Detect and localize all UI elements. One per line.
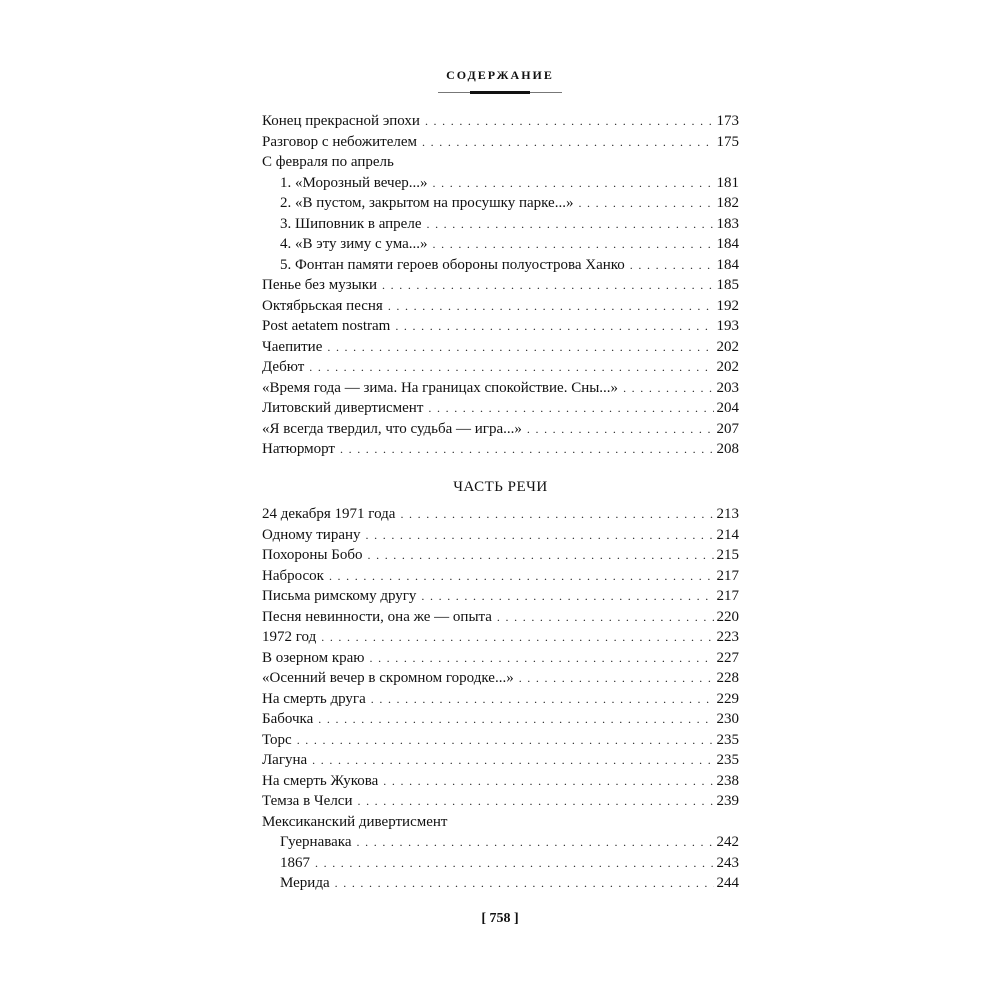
toc-subentry[interactable] — [280, 255, 739, 275]
table-of-contents — [262, 111, 739, 911]
toc-entry-page: 181 — [716, 174, 739, 191]
toc-entry-page: 213 — [716, 506, 739, 522]
leader-dots — [527, 419, 714, 439]
toc-subentry[interactable] — [280, 853, 739, 873]
toc-entry-page: 204 — [716, 400, 739, 416]
leader-dots — [433, 173, 714, 193]
toc-entry-title: На смерть друга — [262, 690, 366, 707]
leader-dots — [357, 791, 713, 811]
toc-entry-title: С февраля по апрель — [262, 154, 394, 170]
toc-entry-page: 220 — [716, 608, 739, 625]
toc-entry-page: 193 — [716, 318, 739, 334]
toc-entry-title: 24 декабря 1971 года — [262, 506, 396, 522]
toc-entry-title: Чаепитие — [262, 338, 323, 355]
leader-dots — [321, 627, 713, 647]
section-heading: ЧАСТЬ РЕЧИ — [453, 479, 548, 495]
leader-dots — [395, 316, 713, 336]
toc-entry[interactable] — [262, 398, 739, 418]
leader-dots — [383, 771, 713, 791]
leader-dots — [309, 357, 713, 377]
toc-entry-page: 242 — [716, 834, 739, 850]
toc-entry[interactable] — [262, 525, 739, 545]
toc-entry-title: Бабочка — [262, 711, 314, 727]
toc-entry[interactable] — [262, 586, 739, 606]
toc-subentry[interactable] — [280, 234, 739, 254]
toc-entry[interactable] — [262, 357, 739, 377]
leader-dots — [366, 525, 714, 545]
toc-entry-title: 5. Фонтан памяти героев обороны полуострова Ханко — [280, 256, 625, 273]
toc-entry-title: «Время года — зима. На границах спокойствие. Сны...» — [262, 379, 619, 396]
page-number: [ 758 ] — [481, 911, 519, 926]
toc-entry-page: 192 — [716, 297, 739, 314]
toc-entry-page: 239 — [716, 793, 739, 809]
toc-entry[interactable] — [262, 791, 739, 811]
toc-entry-title: Лагуна — [262, 752, 308, 768]
toc-subentry[interactable] — [280, 214, 739, 234]
toc-entry[interactable] — [262, 316, 739, 336]
leader-dots — [357, 832, 714, 852]
toc-entry-page: 208 — [716, 441, 739, 457]
toc-entry-title: 3. Шиповник в апреле — [280, 215, 422, 232]
toc-entry[interactable] — [262, 730, 739, 750]
toc-entry-page: 182 — [716, 195, 739, 211]
leader-dots — [421, 586, 713, 606]
toc-entry[interactable] — [262, 132, 739, 152]
toc-entry-title: Темза в Челси — [262, 793, 353, 809]
leader-dots — [497, 607, 714, 627]
toc-entry[interactable] — [262, 750, 739, 770]
leader-dots — [623, 378, 713, 398]
leader-dots — [425, 111, 714, 131]
toc-entry-page: 229 — [716, 690, 739, 707]
page-header: СОДЕРЖАНИЕ — [446, 68, 554, 82]
toc-entry[interactable] — [262, 275, 739, 295]
toc-entry-page: 184 — [716, 256, 739, 273]
toc-entry[interactable] — [262, 337, 739, 357]
leader-dots — [428, 398, 713, 418]
leader-dots — [578, 193, 713, 213]
toc-entry-page: 203 — [716, 379, 739, 396]
leader-dots — [368, 545, 714, 565]
toc-entry-title: Конец прекрасной эпохи — [262, 113, 420, 129]
toc-entry-title: Пенье без музыки — [262, 277, 378, 293]
toc-entry-group — [262, 812, 739, 832]
toc-entry[interactable] — [262, 504, 739, 524]
toc-subentry[interactable] — [280, 873, 739, 893]
toc-entry-title: В озерном краю — [262, 649, 365, 666]
leader-dots — [369, 648, 713, 668]
toc-entry-title: Торс — [262, 731, 292, 748]
leader-dots — [318, 709, 713, 729]
toc-entry-page: 202 — [716, 338, 739, 355]
toc-entry-title: Литовский дивертисмент — [262, 400, 424, 416]
toc-entry-page: 227 — [716, 649, 739, 666]
leader-dots — [519, 668, 714, 688]
toc-entry[interactable] — [262, 296, 739, 316]
toc-entry[interactable] — [262, 648, 739, 668]
leader-dots — [329, 566, 714, 586]
toc-entry[interactable] — [262, 439, 739, 459]
toc-entry-page: 243 — [716, 854, 739, 871]
leader-dots — [400, 504, 713, 524]
toc-entry-title: Октябрьская песня — [262, 297, 383, 314]
toc-entry-page: 230 — [716, 711, 739, 727]
toc-entry-title: Разговор с небожителем — [262, 133, 418, 150]
leader-dots — [340, 439, 714, 459]
toc-subentry[interactable] — [280, 193, 739, 213]
toc-entry-page: 223 — [716, 629, 739, 645]
toc-entry-page: 184 — [716, 236, 739, 252]
leader-dots — [371, 689, 714, 709]
toc-entry-page: 175 — [716, 133, 739, 150]
toc-entry-title: На смерть Жукова — [262, 772, 379, 789]
toc-entry-title: Похороны Бобо — [262, 547, 363, 563]
header-divider-accent — [470, 91, 530, 94]
leader-dots — [297, 730, 714, 750]
toc-entry[interactable] — [262, 709, 739, 729]
toc-entry-title: Post aetatem nostram — [262, 318, 391, 334]
toc-entry[interactable] — [262, 607, 739, 627]
toc-entry[interactable] — [262, 111, 739, 131]
toc-entry-title: 1. «Морозный вечер...» — [280, 174, 428, 191]
toc-entry-page: 183 — [716, 215, 739, 232]
toc-entry-title: Гуернавака — [280, 834, 352, 850]
toc-entry[interactable] — [262, 689, 739, 709]
toc-entry-page: 244 — [716, 875, 739, 891]
toc-entry-page: 238 — [716, 772, 739, 789]
leader-dots — [335, 873, 714, 893]
toc-entry-page: 217 — [716, 567, 739, 584]
toc-entry-page: 235 — [716, 731, 739, 748]
leader-dots — [315, 853, 714, 873]
leader-dots — [382, 275, 713, 295]
toc-entry[interactable] — [262, 378, 739, 398]
toc-entry-page: 228 — [716, 670, 739, 686]
toc-entry-title: Дебют — [262, 359, 305, 375]
toc-entry-page: 235 — [716, 752, 739, 768]
toc-entry-title: Набросок — [262, 567, 324, 584]
toc-subentry[interactable] — [280, 173, 739, 193]
toc-entry-title: 1972 год — [262, 629, 317, 645]
toc-entry-title: Мексиканский дивертисмент — [262, 813, 448, 830]
toc-entry-page: 202 — [716, 359, 739, 375]
toc-entry-group — [262, 152, 739, 172]
leader-dots — [312, 750, 713, 770]
toc-entry-title: Натюрморт — [262, 441, 335, 457]
toc-entry-title: Письма римскому другу — [262, 588, 417, 604]
toc-entry-title: Одному тирану — [262, 526, 361, 543]
toc-entry-title: Мерида — [280, 875, 330, 891]
toc-entry-title: 4. «В эту зиму с ума...» — [280, 236, 428, 252]
toc-entry-title: «Осенний вечер в скромном городке...» — [262, 670, 514, 686]
toc-entry[interactable] — [262, 419, 739, 439]
toc-entry-title: Песня невинности, она же — опыта — [262, 608, 492, 625]
leader-dots — [388, 296, 714, 316]
toc-entry-title: 1867 — [280, 854, 310, 871]
toc-entry[interactable] — [262, 566, 739, 586]
toc-subentry[interactable] — [280, 832, 739, 852]
toc-entry[interactable] — [262, 771, 739, 791]
toc-entry-title: «Я всегда твердил, что судьба — игра...» — [262, 420, 522, 437]
toc-entry-page: 217 — [716, 588, 739, 604]
toc-entry[interactable] — [262, 668, 739, 688]
toc-entry[interactable] — [262, 627, 739, 647]
toc-entry-page: 173 — [716, 113, 739, 129]
leader-dots — [433, 234, 714, 254]
toc-entry-page: 214 — [716, 526, 739, 543]
leader-dots — [422, 132, 713, 152]
toc-entry-page: 185 — [716, 277, 739, 293]
toc-entry-title: 2. «В пустом, закрытом на просушку парке...» — [280, 195, 574, 211]
leader-dots — [327, 337, 713, 357]
leader-dots — [426, 214, 713, 234]
toc-entry-page: 215 — [716, 547, 739, 563]
leader-dots — [630, 255, 714, 275]
toc-entry[interactable] — [262, 545, 739, 565]
toc-entry-page: 207 — [716, 420, 739, 437]
